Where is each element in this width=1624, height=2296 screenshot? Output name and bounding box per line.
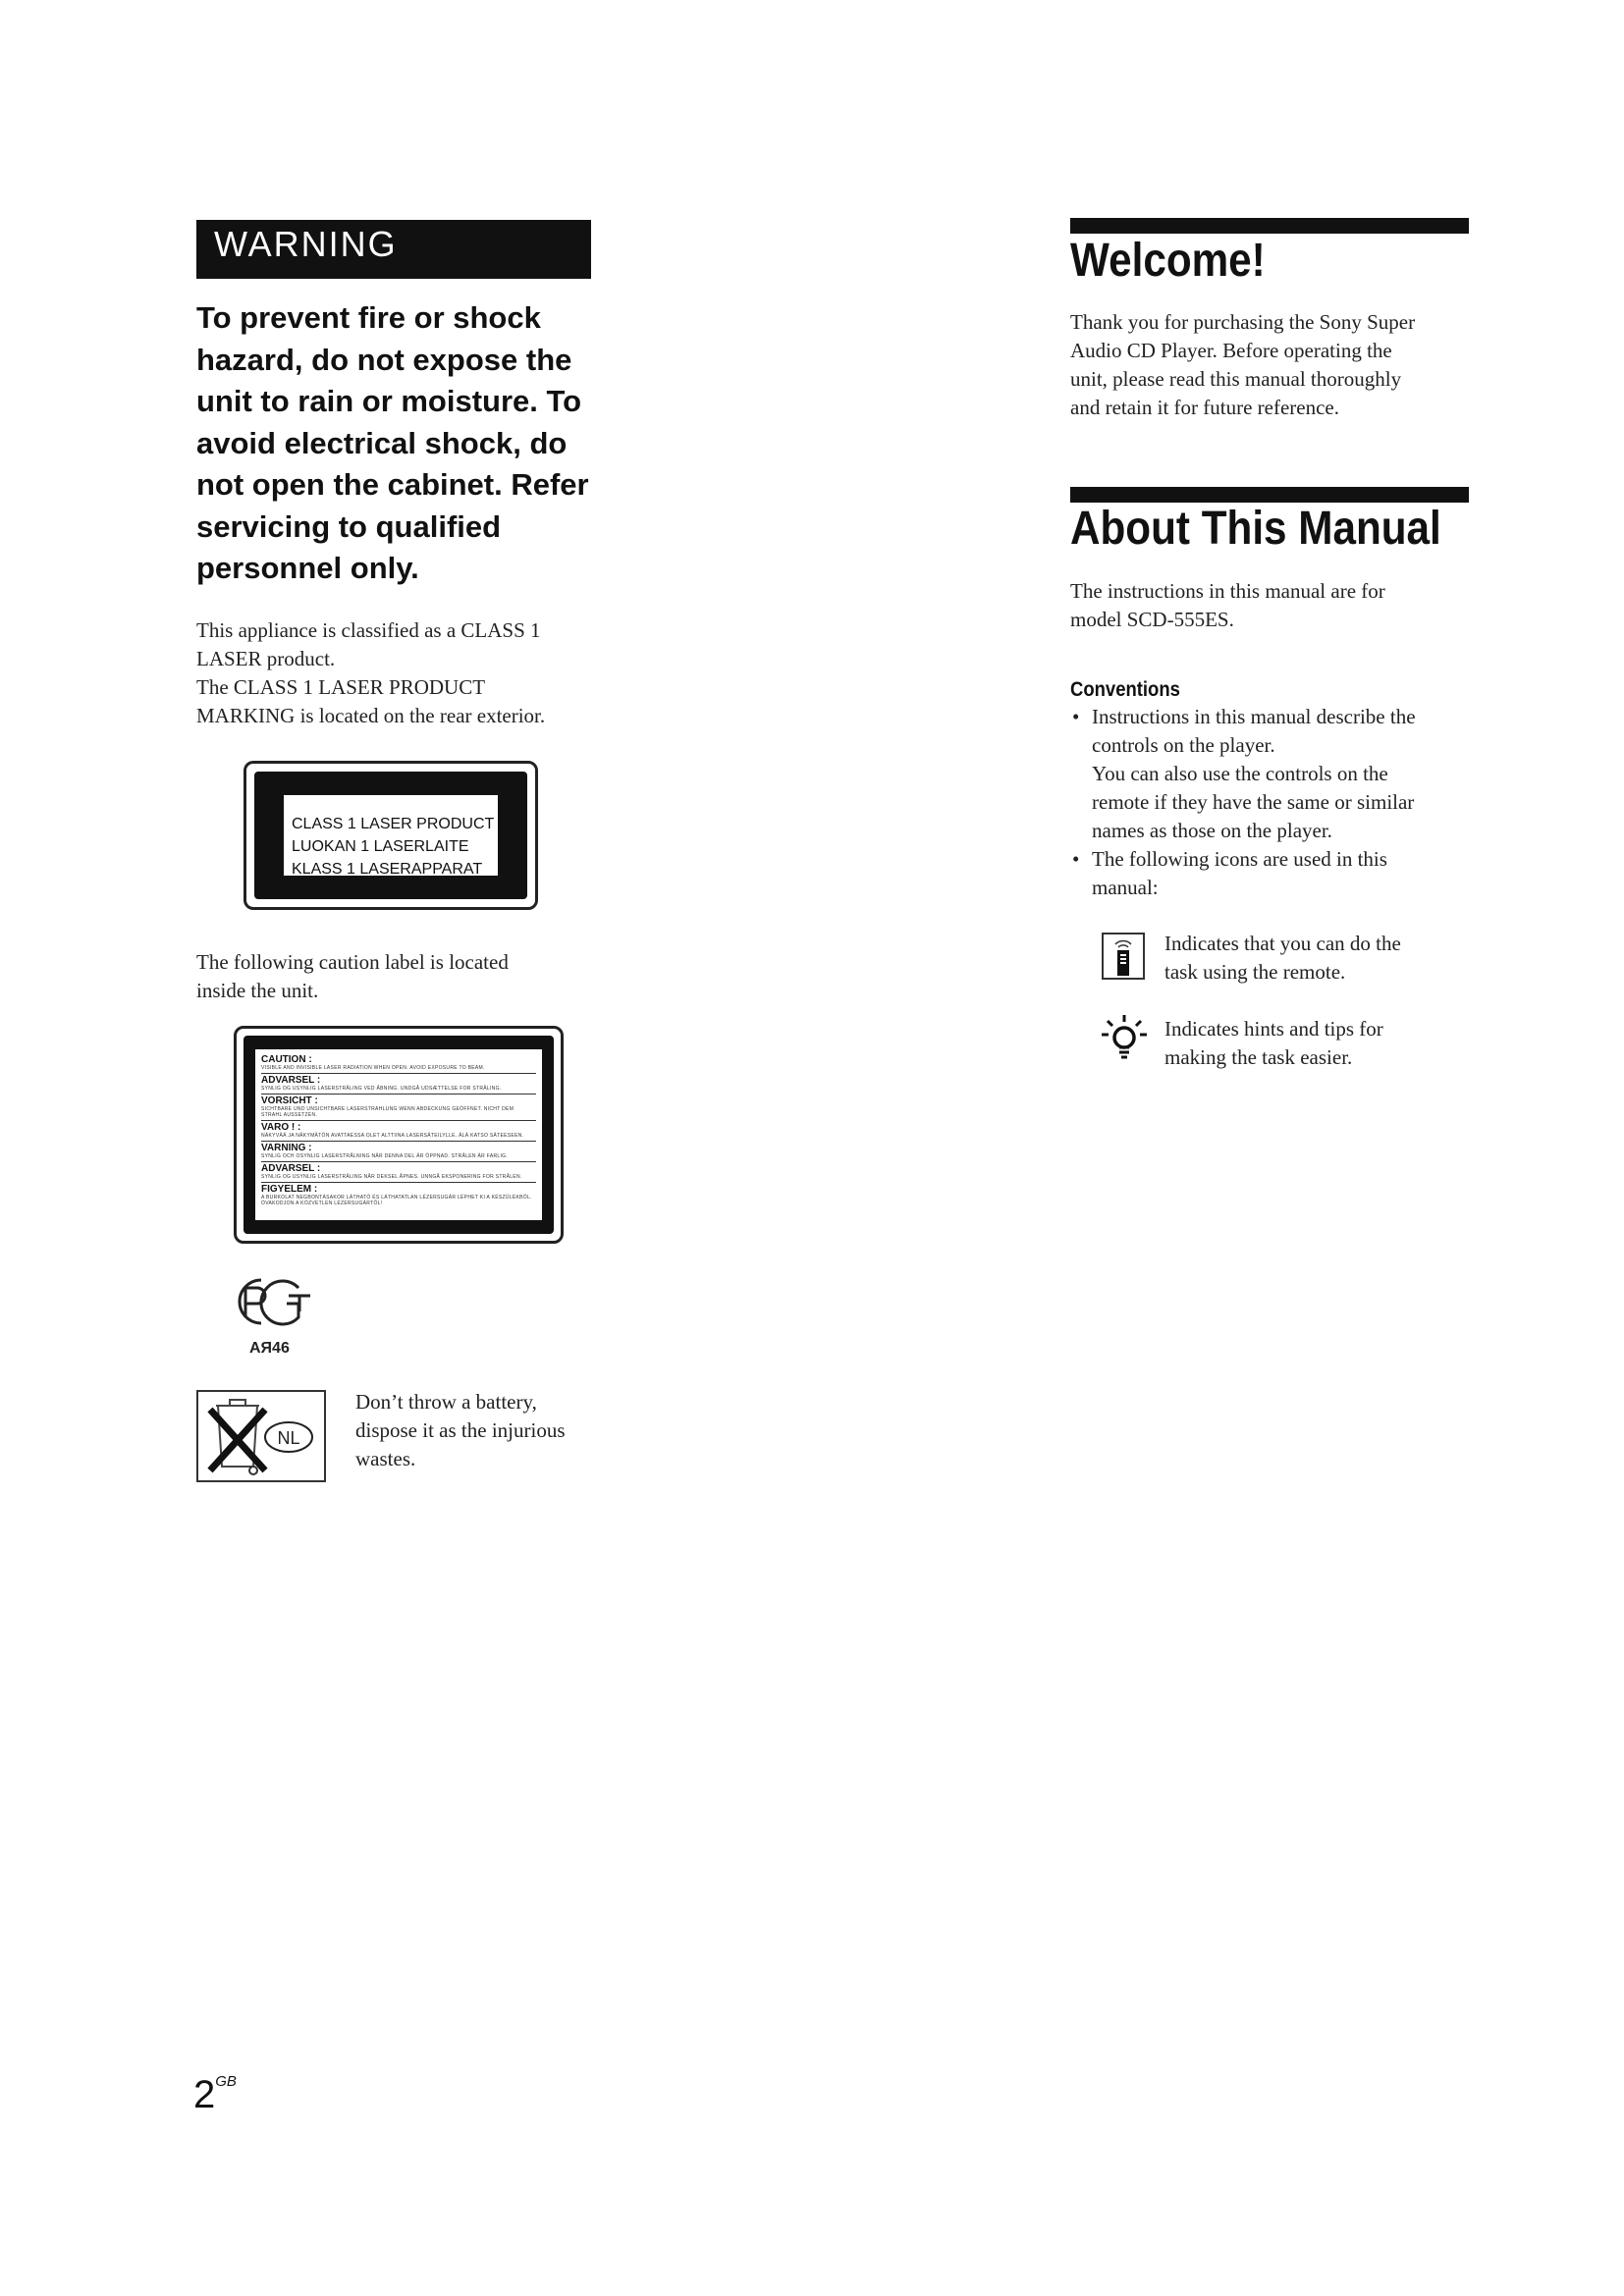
caution-row: ADVARSEL : SYNLIG OG USYNLIG LASERSTRÅLING NÅR DEKSEL ÅPNES. UNNGÅ EKSPONERING FOR STRÅLEN.: [261, 1162, 536, 1183]
welcome-heading: Welcome!: [1070, 235, 1266, 287]
laser-label-line: CLASS 1 LASER PRODUCT: [292, 816, 495, 832]
about-paragraph: [1070, 577, 1463, 634]
section-rule: [1070, 218, 1469, 234]
class-1-laser-label: [244, 761, 538, 910]
lightbulb-hint-icon: [1100, 1013, 1149, 1064]
text-line: model SCD-555ES.: [1070, 608, 1234, 631]
laser-label-line: KLASS 1 LASERAPPARAT: [292, 861, 483, 878]
caution-row: FIGYELEM : A BURKOLAT NEGBONTÁSAKOR LÁTHATÓ ÉS LÁTHATATLAN LÉZERSUGÁR LÉPHET KI A KÉSZÜLÉKBŐL. ÓVAKODJON A KÖZVETLEN LÉZERSUGÁRTÓL!: [261, 1184, 532, 1206]
caution-row: CAUTION : VISIBLE AND INVISIBLE LASER RADIATION WHEN OPEN. AVOID EXPOSURE TO BEAM.: [261, 1053, 536, 1074]
caution-row: VARO ! : NÄKYVÄÄ JA NÄKYMÄTÖN AVATTAESSA OLET ALTTIINA LASERSÄTEILYLLE. ÄLÄ KATSO SÄTEESEEN.: [261, 1121, 536, 1142]
caution-row: VARNING : SYNLIG OCH OSYNLIG LASERSTRÅLNING NÄR DENNA DEL ÄR ÖPPNAD. STRÅLEN ÄR FARLIG.: [261, 1142, 536, 1162]
welcome-paragraph: [1070, 308, 1483, 422]
list-item: • Instructions in this manual describe the controls on the player. You can also use the controls on the remote if they have the same or similar names as those on the player.: [1072, 705, 1416, 842]
pct-certification-logo: [232, 1272, 314, 1331]
text-line: dispose it as the injurious: [355, 1418, 566, 1442]
caution-label: [234, 1026, 564, 1244]
remote-icon: [1102, 933, 1145, 980]
text-line: task using the remote.: [1164, 960, 1346, 984]
text-line: Audio CD Player. Before operating the: [1070, 339, 1392, 362]
conventions-list: [1070, 703, 1483, 902]
remote-icon-description: [1164, 930, 1469, 987]
text-line: Don’t throw a battery,: [355, 1390, 537, 1414]
laser-class-paragraph: [196, 616, 599, 730]
laser-label-line: LUOKAN 1 LASERLAITE: [292, 838, 469, 855]
text-line: wastes.: [355, 1447, 416, 1470]
bullet-icon: •: [1072, 847, 1080, 871]
caution-intro-paragraph: [196, 948, 599, 1005]
text-line: The following caution label is located: [196, 950, 509, 974]
text-line: inside the unit.: [196, 979, 319, 1002]
text-line: and retain it for future reference.: [1070, 396, 1340, 419]
crossed-bin-nl-icon: [196, 1390, 326, 1482]
text-line: making the task easier.: [1164, 1045, 1353, 1069]
pct-code: AЯ46: [249, 1340, 290, 1357]
battery-disposal-text: [355, 1388, 621, 1473]
about-heading: About This Manual: [1070, 503, 1441, 555]
text-line: This appliance is classified as a CLASS 1: [196, 618, 541, 642]
list-item: • The following icons are used in this manual:: [1072, 847, 1387, 899]
text-line: Indicates hints and tips for: [1164, 1017, 1383, 1041]
bullet-icon: •: [1072, 705, 1080, 728]
warning-statement: To prevent fire or shock hazard, do not expose the unit to rain or moisture. To avoid electrical shock, do not open the cabinet. Refer servicing to qualified personnel only.: [196, 300, 589, 585]
conventions-heading: Conventions: [1070, 678, 1180, 701]
text-line: MARKING is located on the rear exterior.: [196, 704, 546, 727]
page-suffix: GB: [215, 2073, 237, 2090]
text-line: Thank you for purchasing the Sony Super: [1070, 310, 1416, 334]
warning-title: WARNING: [214, 224, 398, 264]
page-number: $2^{GB}$: [193, 2073, 237, 2116]
hint-icon-description: [1164, 1015, 1469, 1072]
text-line: The CLASS 1 LASER PRODUCT: [196, 675, 486, 699]
caution-row: ADVARSEL : SYNLIG OG USYNLIG LASERSTRÅLING VED ÅBNING. UNDGÅ UDSÆTTELSE FOR STRÅLING.: [261, 1074, 536, 1095]
text-line: Indicates that you can do the: [1164, 932, 1401, 955]
text-line: LASER product.: [196, 647, 336, 670]
caution-row: VORSICHT : SICHTBARE UND UNSICHTBARE LASERSTRAHLUNG WENN ABDECKUNG GEÖFFNET. NICHT DEM STRAHL AUSSETZEN.: [261, 1095, 536, 1121]
section-rule: [1070, 487, 1469, 503]
text-line: The instructions in this manual are for: [1070, 579, 1385, 603]
text-line: unit, please read this manual thoroughly: [1070, 367, 1402, 391]
svg-text:NL: NL: [277, 1428, 300, 1448]
